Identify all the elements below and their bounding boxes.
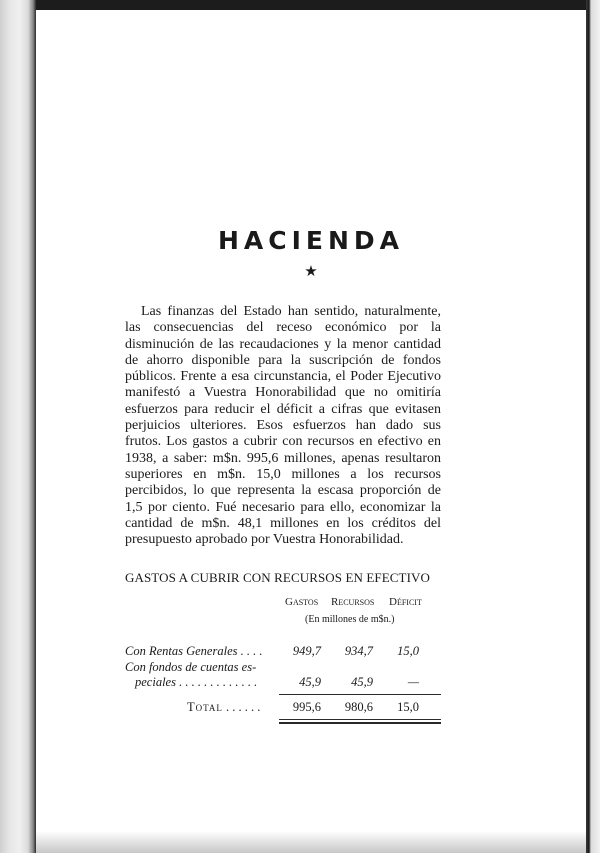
page-heading: HACIENDA [217, 226, 405, 255]
total-leader-dots: . . . . . . [226, 700, 261, 714]
scan-bottom-edge [36, 831, 586, 853]
table-title: GASTOS A CUBRIR CON RECURSOS EN EFECTIVO [125, 570, 430, 585]
scan-right-edge [586, 0, 600, 853]
scan-left-edge [0, 0, 36, 853]
cell-recursos: 934,7 [344, 644, 373, 658]
total-label: Total [187, 700, 223, 714]
body-paragraph: Las finanzas del Estado han sentido, naturalmente, las consecuencias del receso económico por la disminución de las recaudaciones y la menor cantidad de ahorro disponible para la suscripción de fondos públicos. Frente a esa circunstancia, el Poder Ejecutivo manifestó a Vuestra Honorabilidad que no omitiría esfuerzos para reducir el déficit a cifras que evitasen perjuicios ulteriores. Esos esfuerzos han dado sus frutos. Los gastos a cubrir con recursos en efectivo en 1938, a saber: m$n. 995,6 millones, apenas resultaron superiores en m$n. 15,0 millones a los recursos percibidos, lo que representa la escasa proporción de 1,5 por ciento. Fué necesario para ello, economizar la cantidad de m$n. 48,1 millones en los créditos del presupuesto aprobado por Vuestra Honorabilidad. [125, 304, 441, 548]
row-label-fondos-line1: Con fondos de cuentas es- [125, 660, 257, 674]
total-recursos: 980,6 [344, 700, 373, 714]
total-deficit: 15,0 [397, 700, 419, 714]
column-header-deficit: Déficit [389, 596, 422, 608]
total-row-label [187, 700, 260, 715]
star-ornament-icon: ★ [304, 264, 318, 280]
total-double-rule-bottom [279, 722, 441, 724]
column-header-gastos: Gastos [285, 596, 319, 608]
cell-gastos: 45,9 [299, 675, 321, 689]
column-header-recursos: Recursos [331, 596, 375, 608]
row-label-rentas-generales: Con Rentas Generales . . . . [125, 644, 263, 658]
cell-deficit: — [407, 675, 419, 689]
scan-top-edge [0, 0, 600, 10]
units-note: (En millones de m$n.) [305, 614, 395, 625]
cell-deficit: 15,0 [397, 644, 419, 658]
cell-gastos: 949,7 [292, 644, 321, 658]
document-page [36, 10, 586, 831]
subtotal-rule [279, 694, 441, 695]
total-double-rule-top [279, 719, 441, 720]
cell-recursos: 45,9 [351, 675, 373, 689]
total-gastos: 995,6 [292, 700, 321, 714]
row-label-fondos-line2: peciales . . . . . . . . . . . . . [135, 675, 258, 689]
